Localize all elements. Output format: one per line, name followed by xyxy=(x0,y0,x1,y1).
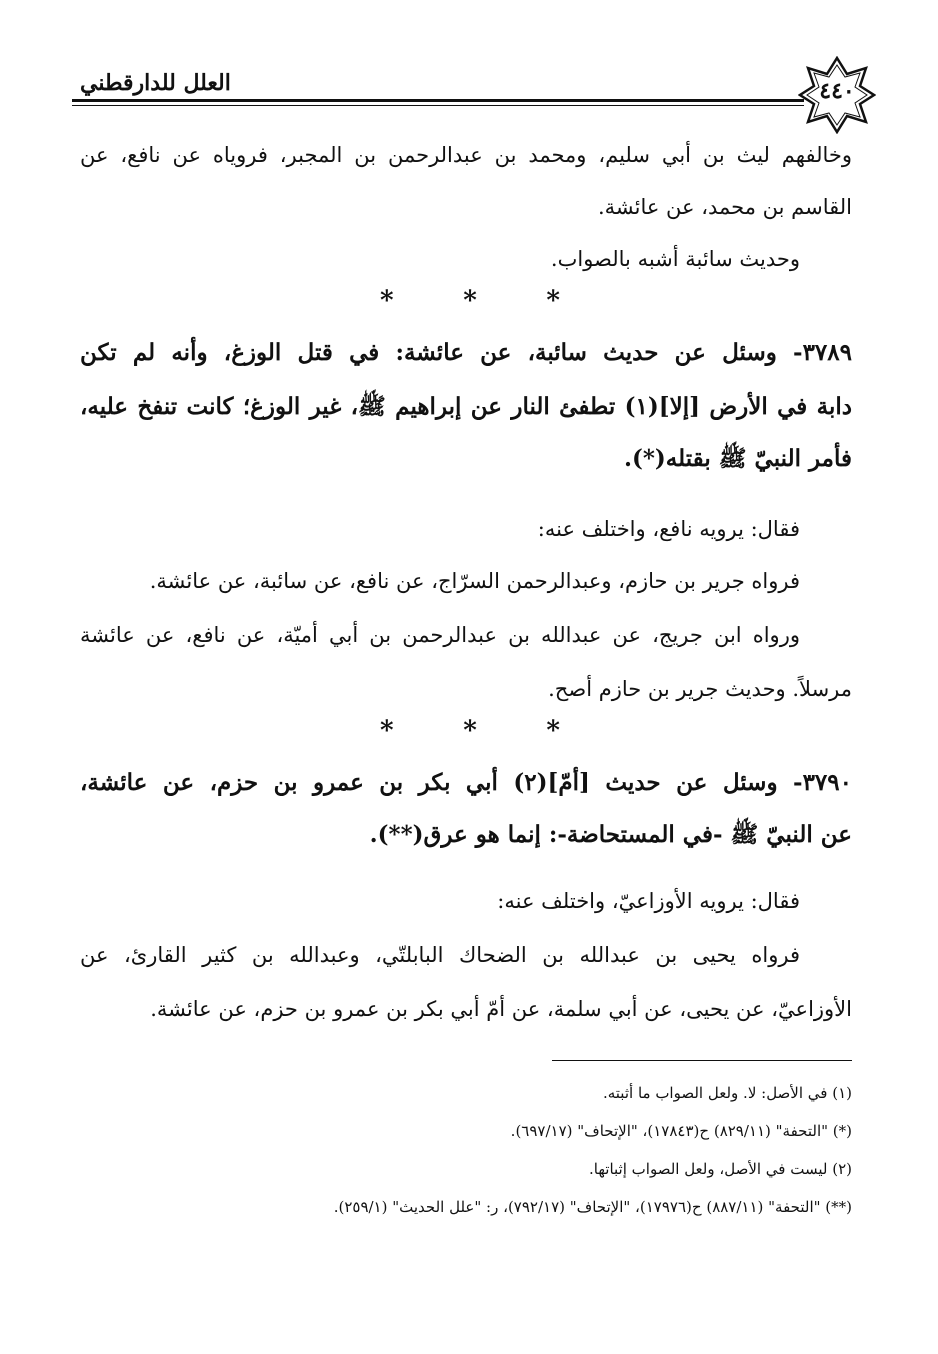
question-3789-line: ٣٧٨٩- وسئل عن حديث سائبة، عن عائشة: في قتل الوزغ، وأنه لم تكن xyxy=(80,339,852,366)
page-number-badge xyxy=(798,56,876,134)
book-title: العلل للدارقطني xyxy=(80,70,231,96)
separator-star: * xyxy=(380,286,394,316)
paragraph-line: وحديث سائبة أشبه بالصواب. xyxy=(550,247,800,271)
question-3790-line: ٣٧٩٠- وسئل عن حديث [أمّ](٢) أبي بكر بن عمرو بن حزم، عن عائشة، xyxy=(80,769,852,796)
footnote: (*) "التحفة" (٨٢٩/١١) ح(١٧٨٤٣)، "الإتحاف" (٦٩٧/١٧). xyxy=(510,1122,852,1140)
footnote: (١) في الأصل: لا. ولعل الصواب ما أثبته. xyxy=(602,1084,852,1102)
footnote: (**) "التحفة" (٨٨٧/١١) ح(١٧٩٧٦)، "الإتحاف" (٧٩٢/١٧)، ر: "علل الحديث" (٢٥٩/١). xyxy=(333,1198,852,1216)
header-rule-thick xyxy=(72,99,804,102)
header-rule-thin xyxy=(72,105,804,106)
section-separator xyxy=(380,716,560,746)
answer-line: فرواه يحيى بن عبدالله بن الضحاك البابلتّي، وعبدالله بن كثير القارئ، عن xyxy=(80,943,800,967)
separator-star: * xyxy=(463,286,477,316)
paragraph-line: وخالفهم ليث بن أبي سليم، ومحمد بن عبدالرحمن بن المجبر، فروياه عن نافع، عن xyxy=(80,143,852,167)
footnote-rule xyxy=(552,1060,852,1061)
separator-star: * xyxy=(546,286,560,316)
answer-line: فقال: يرويه الأوزاعيّ، واختلف عنه: xyxy=(497,889,800,913)
question-3790-line: عن النبيّ ﷺ -في المستحاضة-: إنما هو عرق(**). xyxy=(369,821,852,848)
separator-star: * xyxy=(463,716,477,746)
separator-star: * xyxy=(546,716,560,746)
answer-line: ورواه ابن جريج، عن عبدالله بن عبدالرحمن بن أبي أميّة، عن نافع، عن عائشة xyxy=(80,623,800,647)
question-3789-line: فأمر النبيّ ﷺ بقتله(*). xyxy=(624,445,852,472)
answer-line: مرسلاً. وحديث جرير بن حازم أصح. xyxy=(548,677,852,701)
page-number: ٤٤٠ xyxy=(819,78,855,104)
footnote: (٢) ليست في الأصل، ولعل الصواب إثباتها. xyxy=(589,1160,852,1178)
paragraph-line: القاسم بن محمد، عن عائشة. xyxy=(597,195,852,219)
answer-line: فرواه جرير بن حازم، وعبدالرحمن السرّاج، عن نافع، عن سائبة، عن عائشة. xyxy=(149,569,800,593)
answer-line: فقال: يرويه نافع، واختلف عنه: xyxy=(537,517,800,541)
section-separator xyxy=(380,286,560,316)
page-header xyxy=(72,56,868,128)
answer-line: الأوزاعيّ، عن يحيى، عن أبي سلمة، عن أمّ أبي بكر بن عمرو بن حزم، عن عائشة. xyxy=(150,997,852,1021)
question-3789-line: دابة في الأرض [إلا](١) تطفئ النار عن إبراهيم ﷺ، غير الوزغ؛ كانت تنفخ عليه، xyxy=(80,393,852,420)
separator-star: * xyxy=(380,716,394,746)
